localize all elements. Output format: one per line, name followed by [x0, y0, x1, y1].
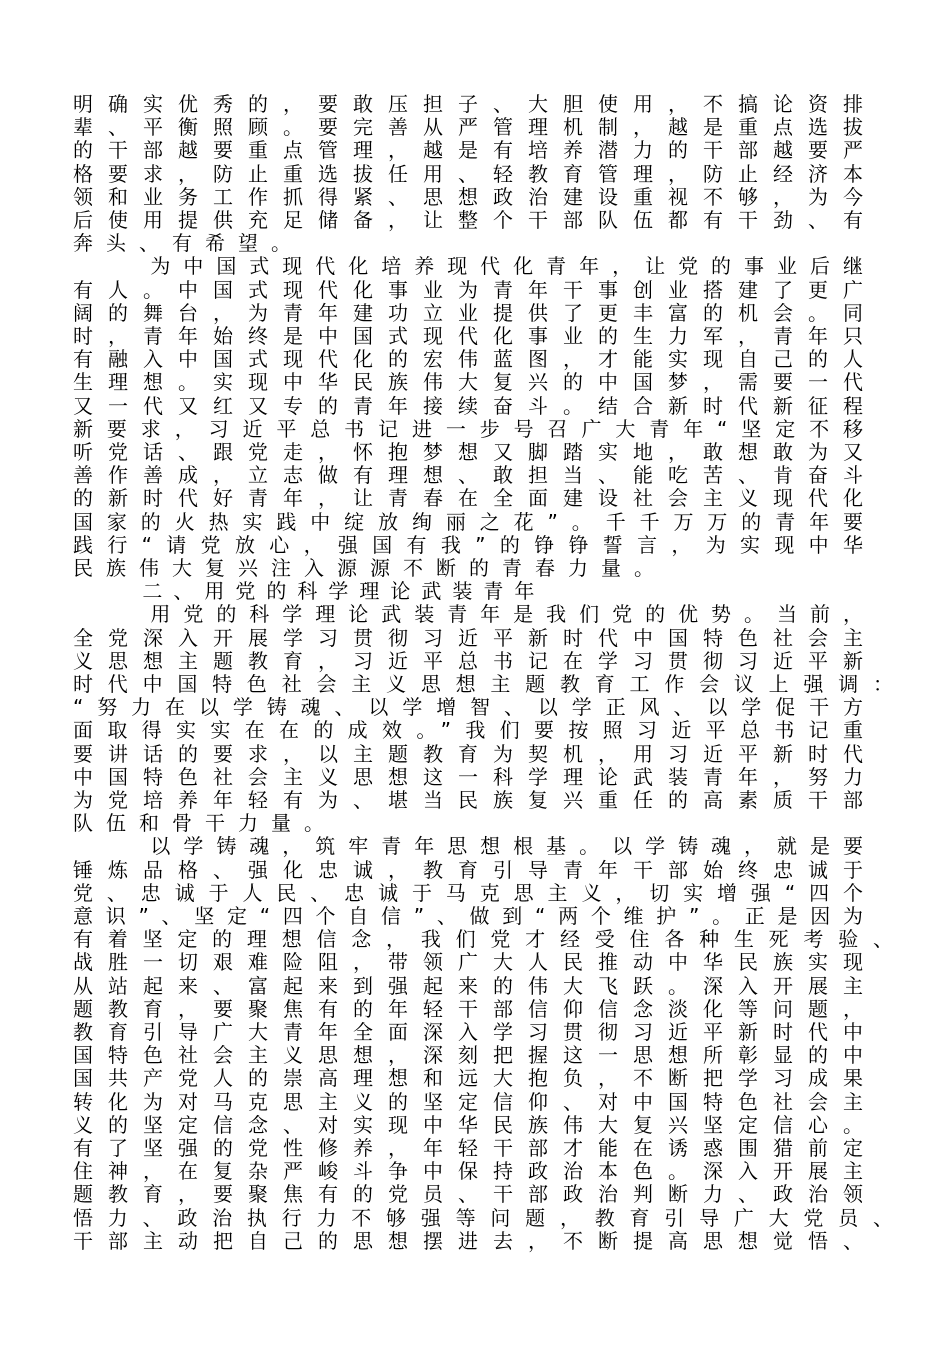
text-line: 有着坚定的理想信念，我们党才经受住各种生死考验、 [73, 927, 893, 952]
text-line: 有人。中国式现代化事业为青年干事创业搭建了更广 [73, 277, 863, 302]
text-line: 要讲话的要求，以主题教育为契机，用习近平新时代 [73, 741, 863, 766]
text-line: 教育引导广大青年全面深入学习贯彻习近平新时代中 [73, 1020, 863, 1044]
text-line: 干部主动把自己的思想摆进去，不断提高思想觉悟、 [73, 1228, 863, 1253]
text-line: 义思想主题教育，习近平总书记在学习贯彻习近平新 [73, 648, 863, 673]
text-line: 为中国式现代化培养现代化青年，让党的事业后继 [73, 254, 863, 279]
text-line: 以学铸魂，筑牢青年思想根基。以学铸魂，就是要 [73, 834, 863, 859]
text-line: 国共产党人的崇高理想和远大抱负，不断把学习成果 [73, 1066, 863, 1091]
text-line: 又一代又红又专的青年接续奋斗。结合新时代新征程 [73, 393, 863, 418]
text-line: 悟力、政治执行力不够强等问题，教育引导广大党员、 [73, 1205, 893, 1230]
text-line: 战胜一切艰难险阻，带领广大人民推动中华民族实现 [73, 950, 863, 975]
text-line: “努力在以学铸魂、以学增智、以学正风、以学促干方 [73, 695, 863, 720]
text-line: 题教育，要聚焦有的年轻干部信仰信念淡化等问题， [73, 996, 863, 1021]
text-line: 践行“请党放心，强国有我”的铮铮誓言，为实现中华 [73, 532, 863, 557]
text-line: 阔的舞台，为青年建功立业提供了更丰富的机会。同 [73, 300, 863, 325]
text-line: 国特色社会主义思想，深刻把握这一思想所彰显的中 [73, 1043, 863, 1068]
text-line: 义的坚定信念、对实现中华民族伟大复兴坚定信心。 [73, 1112, 863, 1137]
text-line: 善作善成，立志做有理想、敢担当、能吃苦、肯奋斗 [73, 463, 863, 488]
text-line: 听党话、跟党走，怀抱梦想又脚踏实地，敢想敢为又 [73, 440, 863, 464]
text-line: 国家的火热实践中绽放绚丽之花”。千千万万的青年要 [73, 509, 863, 534]
text-line: 格要求，防止重选拔任用、轻教育管理，防止经济本 [73, 161, 863, 186]
text-line: 用党的科学理论武装青年是我们党的优势。当前， [73, 602, 863, 627]
text-line: 锤炼品格、强化忠诚，教育引导青年干部始终忠诚于 [73, 857, 863, 882]
text-line: 中国特色社会主义思想这一科学理论武装青年，努力 [73, 764, 863, 789]
text-line: 时代中国特色社会主义思想主题教育工作会议上强调： [73, 672, 893, 696]
text-line: 住神，在复杂严峻斗争中保持政治本色。深入开展主 [73, 1159, 863, 1184]
text-line: 明确实优秀的，要敢压担子、大胆使用，不搞论资排 [73, 92, 863, 116]
text-line: 面取得实实在在的成效。”我们要按照习近平总书记重 [73, 718, 863, 743]
text-line: 意识”、坚定“四个自信”、做到“两个维护”。正是因为 [73, 904, 863, 928]
text-line: 有融入中国式现代化的宏伟蓝图，才能实现自己的人 [73, 347, 863, 372]
text-line: 的干部越要重点管理，越是有培养潜力的干部越要严 [73, 138, 863, 163]
text-line: 队伍和骨干力量。 [73, 811, 337, 836]
text-line: 为党培养年轻有为、堪当民族复兴重任的高素质干部 [73, 788, 863, 812]
text-line: 领和业务工作抓得紧、思想政治建设重视不够，为今 [73, 184, 863, 209]
text-line: 生理想。实现中华民族伟大复兴的中国梦，需要一代 [73, 370, 863, 395]
text-line: 二、用党的科学理论武装青年 [73, 579, 546, 604]
text-line: 有了坚强的党性修养，年轻干部才能在诱惑围猎前定 [73, 1136, 863, 1160]
text-line: 题教育，要聚焦有的党员、干部政治判断力、政治领 [73, 1182, 863, 1207]
text-line: 的新时代好青年，让青春在全面建设社会主义现代化 [73, 486, 863, 511]
text-line: 新要求，习近平总书记进一步号召广大青年“坚定不移 [73, 416, 863, 441]
text-line: 奔头、有希望。 [73, 231, 304, 256]
text-line: 时，青年始终是中国式现代化事业的生力军，青年只 [73, 324, 863, 348]
text-line: 民族伟大复兴注入源源不断的青春力量。 [73, 556, 667, 580]
text-line: 转化为对马克思主义的坚定信仰、对中国特色社会主 [73, 1089, 863, 1114]
text-line: 从站起来、富起来到强起来的伟大飞跃。深入开展主 [73, 973, 863, 998]
text-line: 全党深入开展学习贯彻习近平新时代中国特色社会主 [73, 625, 863, 650]
text-line: 辈、平衡照顾。要完善从严管理机制，越是重点选拔 [73, 115, 863, 140]
text-line: 党、忠诚于人民、忠诚于马克思主义，切实增强“四个 [73, 880, 863, 905]
text-line: 后使用提供充足储备，让整个干部队伍都有干劲、有 [73, 208, 863, 232]
